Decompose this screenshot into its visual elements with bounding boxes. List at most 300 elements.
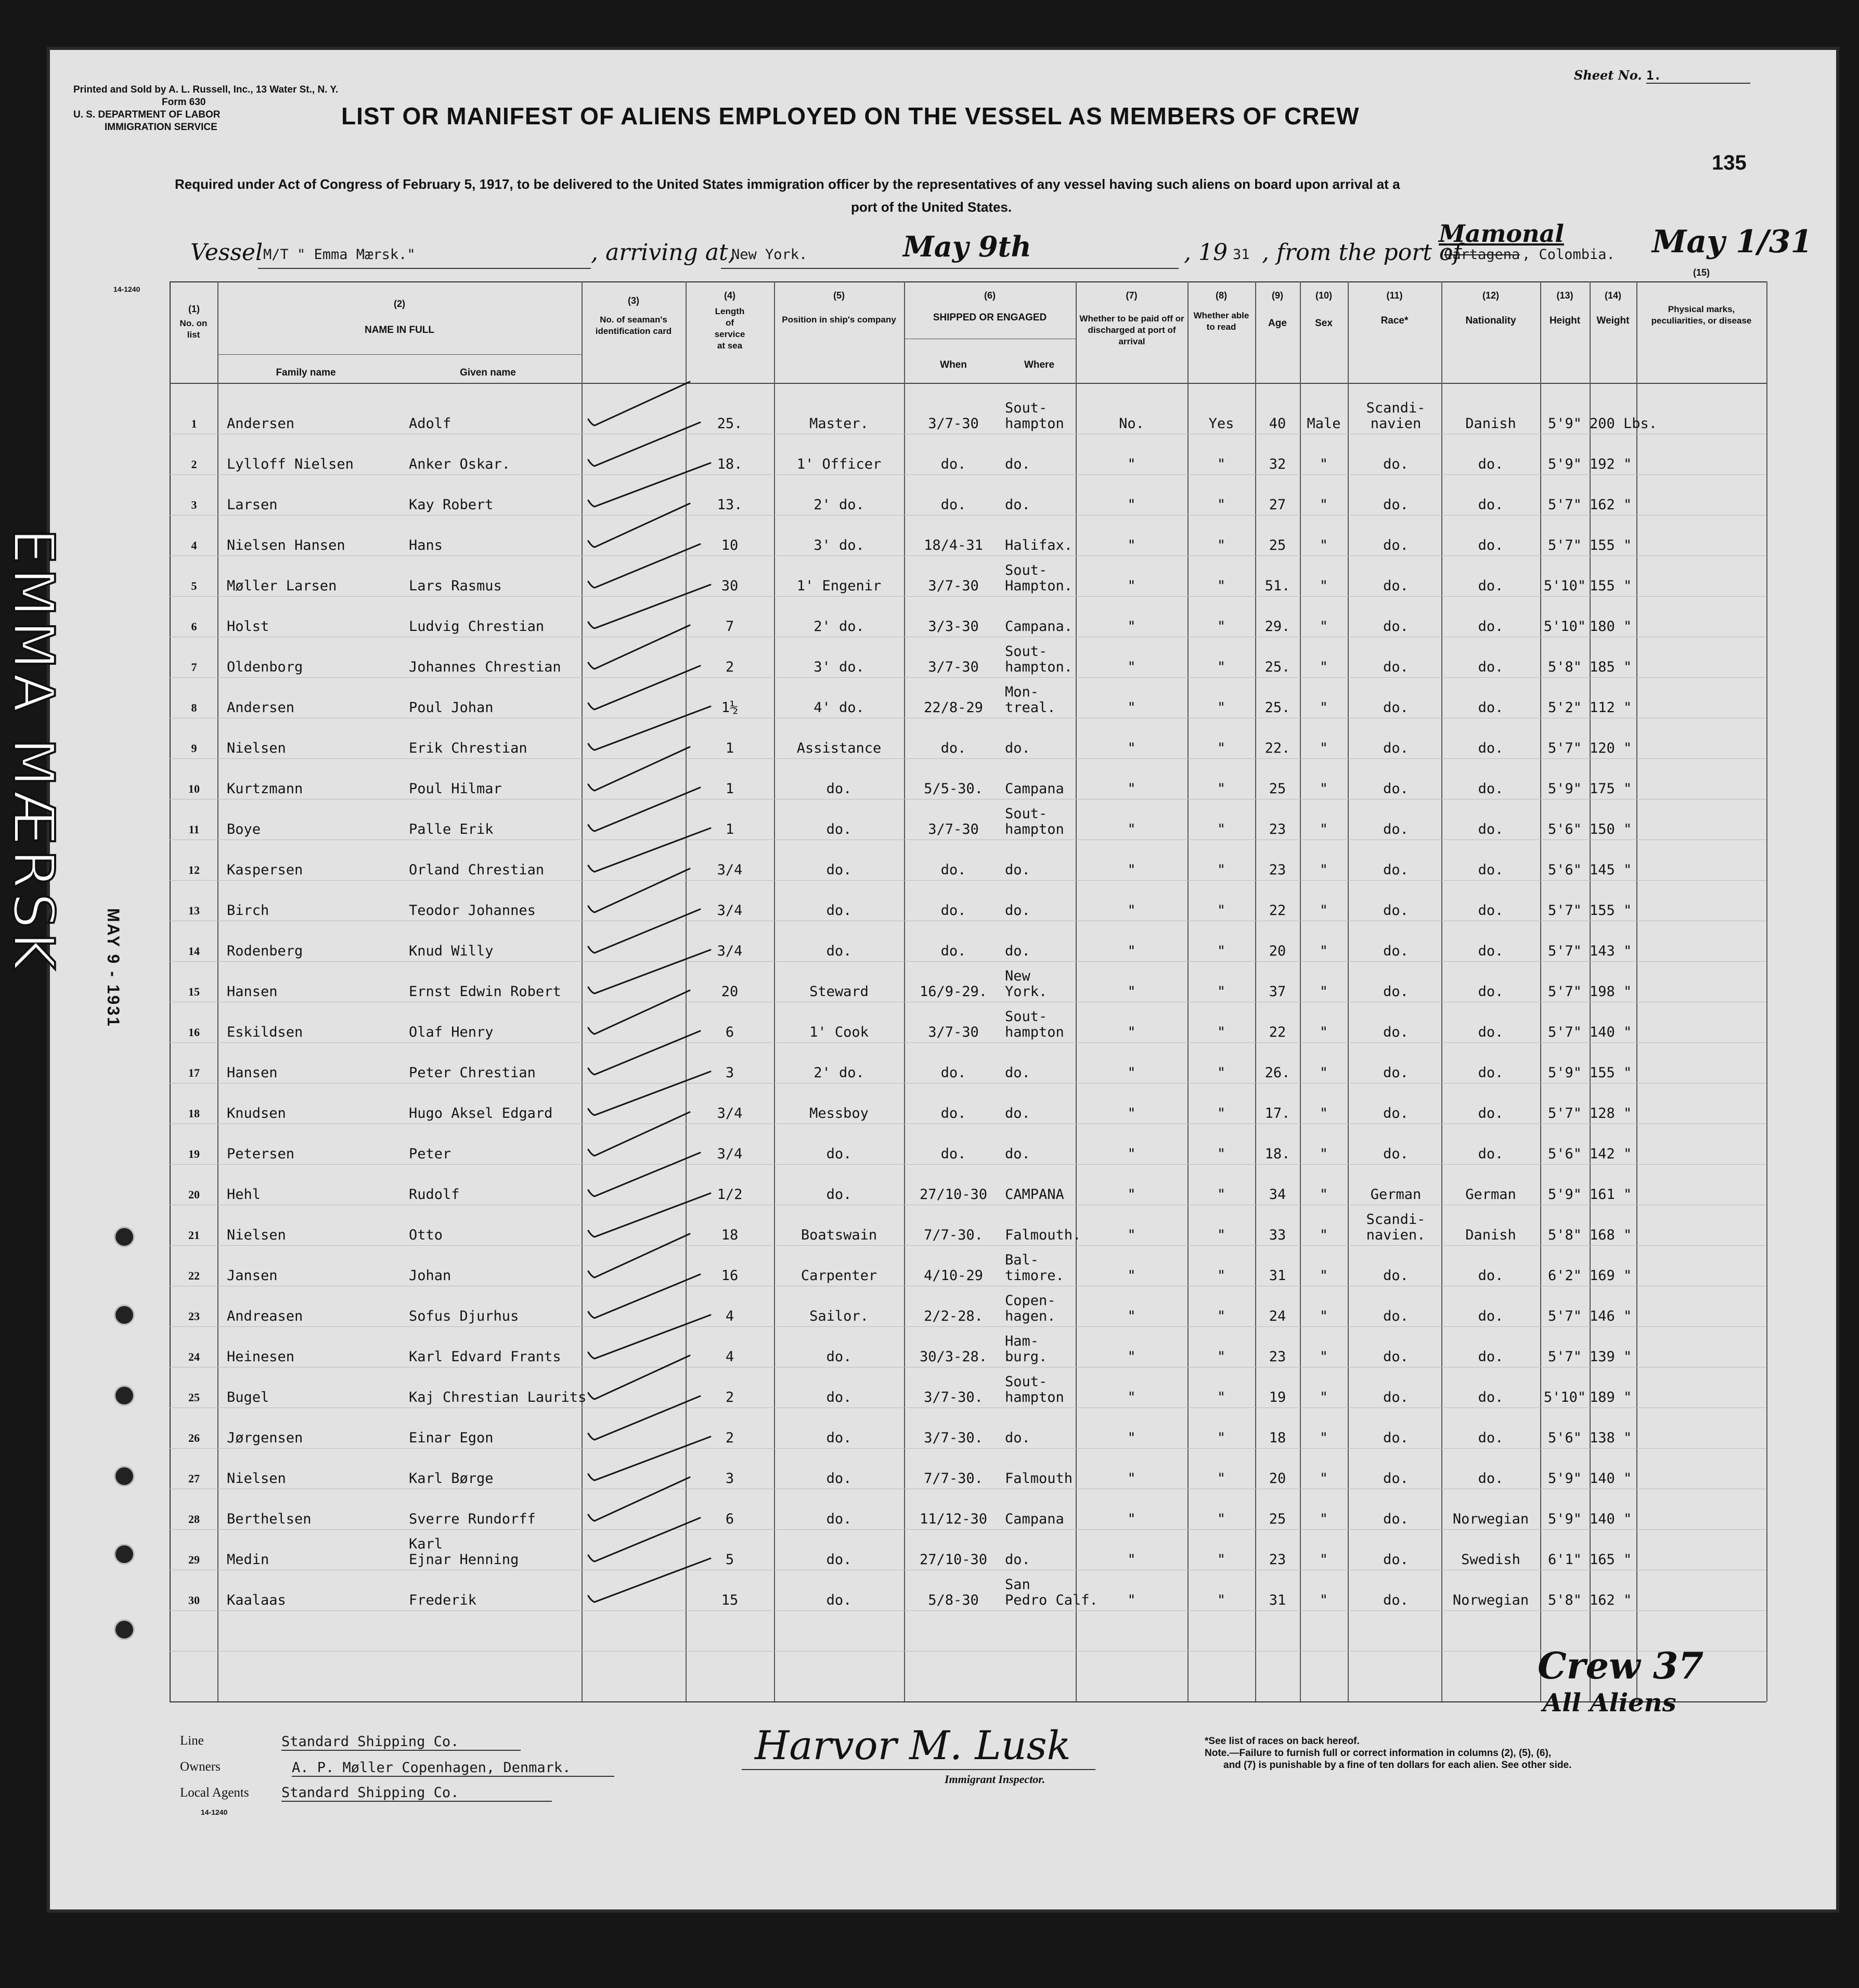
cell-position: do. xyxy=(826,1430,852,1446)
cell-race: do. xyxy=(1383,456,1409,472)
cell-where: do. xyxy=(1005,1105,1030,1121)
cell-paid: " xyxy=(1127,821,1136,837)
header-length-service: Length of service at sea xyxy=(714,306,745,351)
cell-service: 3 xyxy=(725,1065,734,1081)
cell-age: 51. xyxy=(1264,578,1290,594)
cell-given: Lars Rasmus xyxy=(409,578,502,594)
cell-age: 32 xyxy=(1269,456,1286,472)
cell-age: 22 xyxy=(1269,902,1286,919)
cell-sex: " xyxy=(1319,740,1328,756)
row-number: 5 xyxy=(191,579,197,592)
cell-nat: do. xyxy=(1478,578,1504,594)
cell-position: do. xyxy=(826,1146,852,1162)
cell-read: " xyxy=(1217,659,1226,675)
cell-age: 27 xyxy=(1269,497,1286,513)
cell-paid: " xyxy=(1127,740,1136,756)
row-number: 28 xyxy=(188,1513,200,1526)
cell-race: German xyxy=(1370,1186,1422,1203)
cell-position: Master. xyxy=(809,416,869,432)
cell-paid: " xyxy=(1127,537,1136,553)
cell-read: " xyxy=(1217,862,1226,878)
cell-race: do. xyxy=(1383,1024,1409,1040)
cell-weight: 198 " xyxy=(1590,984,1632,1000)
check-mark xyxy=(588,666,700,709)
cell-read: " xyxy=(1217,1592,1226,1608)
cell-when: 27/10-30 xyxy=(919,1552,988,1568)
cell-age: 31 xyxy=(1269,1268,1286,1284)
cell-paid: " xyxy=(1127,659,1136,675)
cell-age: 25. xyxy=(1264,659,1290,675)
cell-when: do. xyxy=(940,1105,966,1121)
cell-service: 3/4 xyxy=(717,1146,743,1162)
cell-family: Larsen xyxy=(227,497,278,513)
cell-paid: " xyxy=(1127,1349,1136,1365)
check-mark xyxy=(588,1356,690,1399)
cell-family: Petersen xyxy=(227,1146,295,1162)
cell-position: 1' Engenir xyxy=(796,578,882,594)
cell-height: 5'7" xyxy=(1547,984,1582,1000)
cell-service: 4 xyxy=(725,1349,734,1365)
cell-weight: 155 " xyxy=(1590,1065,1632,1081)
cell-read: " xyxy=(1217,700,1226,716)
cell-where: Mon- treal. xyxy=(1005,684,1056,716)
cell-age: 22 xyxy=(1269,1024,1286,1040)
cell-read: " xyxy=(1217,1268,1226,1284)
cell-race: do. xyxy=(1383,943,1409,959)
cell-given: Johannes Chrestian xyxy=(409,659,561,675)
check-mark xyxy=(588,869,690,912)
cell-weight: 142 " xyxy=(1590,1146,1632,1162)
cell-given: Sverre Rundorff xyxy=(409,1511,536,1527)
cell-when: do. xyxy=(940,1146,966,1162)
cell-read: " xyxy=(1217,1430,1226,1446)
col-num-11: (11) xyxy=(1386,290,1403,301)
cell-service: 18. xyxy=(717,456,743,472)
form-code-top: 14-1240 xyxy=(113,285,140,293)
header-age: Age xyxy=(1268,318,1287,329)
cell-paid: " xyxy=(1127,902,1136,919)
cell-nat: do. xyxy=(1478,659,1504,675)
cell-service: 2 xyxy=(725,659,734,675)
cell-paid: " xyxy=(1127,1186,1136,1203)
cell-paid: " xyxy=(1127,1430,1136,1446)
form-code-bottom: 14-1240 xyxy=(201,1808,228,1816)
cell-where: do. xyxy=(1005,943,1030,959)
row-number: 3 xyxy=(191,498,197,511)
cell-sex: " xyxy=(1319,1511,1328,1527)
cell-race: do. xyxy=(1383,1105,1409,1121)
cell-service: 13. xyxy=(717,497,743,513)
header-race: Race* xyxy=(1380,315,1409,326)
cell-sex: " xyxy=(1319,659,1328,675)
inspector-label: Immigrant Inspector. xyxy=(945,1773,1045,1786)
note-failure: Note.—Failure to furnish full or correct information in columns (2), (5), (6), xyxy=(1205,1748,1552,1759)
cell-when: 3/3-30 xyxy=(928,618,979,635)
cell-weight: 145 " xyxy=(1590,862,1632,878)
cell-family: Jørgensen xyxy=(227,1430,303,1446)
cell-position: do. xyxy=(826,1186,852,1203)
cell-when: 7/7-30. xyxy=(924,1227,983,1243)
row-number: 15 xyxy=(188,985,200,998)
cell-given: Palle Erik xyxy=(409,821,494,837)
page-stamp: 135 xyxy=(1712,151,1747,174)
cell-nat: do. xyxy=(1478,1024,1504,1040)
cell-race: do. xyxy=(1383,1552,1409,1568)
cell-position: Messboy xyxy=(809,1105,869,1121)
cell-weight: 155 " xyxy=(1590,902,1632,919)
line-label: Line xyxy=(180,1734,204,1748)
cell-given: Orland Chrestian xyxy=(409,862,545,878)
cell-read: " xyxy=(1217,1065,1226,1081)
cell-sex: " xyxy=(1319,1552,1328,1568)
header-able-read: Whether able to read xyxy=(1193,311,1249,332)
cell-family: Nielsen Hansen xyxy=(227,537,345,553)
cell-nat: do. xyxy=(1478,1065,1504,1081)
cell-weight: 155 " xyxy=(1590,537,1632,553)
cell-service: 3/4 xyxy=(717,862,743,878)
arriving-port: New York. xyxy=(731,247,808,263)
check-mark xyxy=(588,1477,690,1521)
row-number: 30 xyxy=(188,1594,200,1607)
cell-height: 5'8" xyxy=(1547,659,1582,675)
check-mark xyxy=(588,1396,700,1440)
cell-height: 5'6" xyxy=(1547,862,1582,878)
cell-weight: 150 " xyxy=(1590,821,1632,837)
cell-read: " xyxy=(1217,1470,1226,1487)
cell-age: 29. xyxy=(1264,618,1290,635)
cell-read: " xyxy=(1217,1105,1226,1121)
cell-where: do. xyxy=(1005,1146,1030,1162)
cell-read: " xyxy=(1217,537,1226,553)
cell-height: 5'2" xyxy=(1547,700,1582,716)
cell-position: do. xyxy=(826,943,852,959)
cell-family: Heinesen xyxy=(227,1349,295,1365)
cell-position: Sailor. xyxy=(809,1308,869,1324)
cell-where: San Pedro Calf. xyxy=(1005,1577,1098,1608)
cell-position: 4' do. xyxy=(814,700,864,716)
header-paid-off: Whether to be paid off or discharged at port of arrival xyxy=(1079,314,1184,346)
cell-sex: " xyxy=(1319,456,1328,472)
cell-family: Nielsen xyxy=(227,1470,286,1487)
cell-weight: 143 " xyxy=(1590,943,1632,959)
note-races: *See list of races on back hereof. xyxy=(1205,1736,1360,1747)
cell-weight: 180 " xyxy=(1590,618,1632,635)
check-mark xyxy=(588,747,690,791)
cell-paid: " xyxy=(1127,618,1136,635)
cell-weight: 162 " xyxy=(1590,497,1632,513)
header-nationality: Nationality xyxy=(1465,315,1516,326)
cell-nat: do. xyxy=(1478,537,1504,553)
cell-read: " xyxy=(1217,1349,1226,1365)
cell-when: 4/10-29 xyxy=(924,1268,983,1284)
row-number: 27 xyxy=(188,1472,200,1485)
cell-service: 1 xyxy=(725,821,734,837)
cell-read: " xyxy=(1217,1511,1226,1527)
header-given-name: Given name xyxy=(460,367,516,378)
cell-service: 3 xyxy=(725,1470,734,1487)
cell-when: do. xyxy=(940,862,966,878)
cell-where: Bal- timore. xyxy=(1005,1252,1064,1284)
cell-family: Jansen xyxy=(227,1268,278,1284)
check-mark xyxy=(588,382,690,425)
cell-nat: do. xyxy=(1478,902,1504,919)
cell-position: do. xyxy=(826,781,852,797)
cell-height: 5'7" xyxy=(1547,902,1582,919)
cell-height: 5'7" xyxy=(1547,943,1582,959)
col-num-9: (9) xyxy=(1272,290,1283,301)
year-prefix: , 19 xyxy=(1184,239,1228,266)
cell-weight: 138 " xyxy=(1590,1430,1632,1446)
crew-count-note: Crew 37 xyxy=(1538,1644,1704,1687)
cell-paid: " xyxy=(1127,1065,1136,1081)
cell-age: 18. xyxy=(1264,1146,1290,1162)
cell-sex: " xyxy=(1319,1227,1328,1243)
cell-read: " xyxy=(1217,456,1226,472)
cell-race: do. xyxy=(1383,740,1409,756)
cell-position: 3' do. xyxy=(814,537,864,553)
cell-paid: " xyxy=(1127,456,1136,472)
cell-service: 6 xyxy=(725,1511,734,1527)
cell-when: 27/10-30 xyxy=(919,1186,988,1203)
cell-where: do. xyxy=(1005,1430,1030,1446)
cell-weight: 112 " xyxy=(1590,700,1632,716)
check-mark xyxy=(588,1031,700,1075)
cell-height: 5'6" xyxy=(1547,1146,1582,1162)
row-number: 16 xyxy=(188,1026,200,1039)
cell-family: Knudsen xyxy=(227,1105,286,1121)
cell-given: Frederik xyxy=(409,1592,477,1608)
cell-read: " xyxy=(1217,943,1226,959)
sheet-label: Sheet No. xyxy=(1574,68,1642,83)
cell-where: New York. xyxy=(1005,968,1048,1000)
cell-height: 5'7" xyxy=(1547,497,1582,513)
cell-where: Copen- hagen. xyxy=(1005,1293,1056,1324)
cell-read: " xyxy=(1217,1146,1226,1162)
cell-weight: 140 " xyxy=(1590,1024,1632,1040)
cell-nat: do. xyxy=(1478,943,1504,959)
col-num-1: (1) xyxy=(188,304,200,314)
cell-sex: " xyxy=(1319,1308,1328,1324)
cell-family: Kurtzmann xyxy=(227,781,303,797)
cell-age: 25 xyxy=(1269,1511,1286,1527)
check-mark xyxy=(588,422,700,466)
binder-hole xyxy=(115,1621,133,1638)
cell-service: 3/4 xyxy=(717,1105,743,1121)
cell-height: 5'7" xyxy=(1547,1349,1582,1365)
cell-sex: " xyxy=(1319,984,1328,1000)
cell-position: do. xyxy=(826,902,852,919)
cell-family: Nielsen xyxy=(227,740,286,756)
cell-where: do. xyxy=(1005,456,1030,472)
cell-height: 5'7" xyxy=(1547,740,1582,756)
row-number: 11 xyxy=(188,823,200,836)
cell-height: 5'9" xyxy=(1547,1065,1582,1081)
cell-height: 5'7" xyxy=(1547,1105,1582,1121)
cell-sex: " xyxy=(1319,902,1328,919)
cell-age: 20 xyxy=(1269,1470,1286,1487)
col-num-8: (8) xyxy=(1216,290,1227,301)
cell-family: Birch xyxy=(227,902,269,919)
cell-race: do. xyxy=(1383,1349,1409,1365)
cell-sex: " xyxy=(1319,943,1328,959)
cell-height: 5'9" xyxy=(1547,456,1582,472)
header-position: Position in ship's company xyxy=(782,315,896,325)
date-stamp: MAY 9 - 1931 xyxy=(104,908,123,1028)
cell-service: 1/2 xyxy=(717,1186,743,1203)
check-mark xyxy=(588,544,700,588)
cell-given: Karl Edvard Frants xyxy=(409,1349,561,1365)
service-name: IMMIGRATION SERVICE xyxy=(105,122,217,133)
vessel-name: M/T " Emma Mærsk." xyxy=(263,247,416,263)
row-number: 21 xyxy=(188,1229,200,1242)
cell-race: do. xyxy=(1383,1268,1409,1284)
cell-height: 5'10" xyxy=(1543,618,1586,635)
form-title: LIST OR MANIFEST OF ALIENS EMPLOYED ON THE VESSEL AS MEMBERS OF CREW xyxy=(341,102,1360,130)
cell-family: Hehl xyxy=(227,1186,261,1203)
cell-when: do. xyxy=(940,902,966,919)
cell-when: 11/12-30 xyxy=(919,1511,988,1527)
cell-given: Kay Robert xyxy=(409,497,494,513)
cell-when: 3/7-30 xyxy=(928,578,979,594)
cell-service: 25. xyxy=(717,416,743,432)
cell-nat: do. xyxy=(1478,862,1504,878)
cell-where: do. xyxy=(1005,1065,1030,1081)
cell-height: 5'6" xyxy=(1547,821,1582,837)
cell-paid: " xyxy=(1127,700,1136,716)
cell-position: do. xyxy=(826,862,852,878)
cell-sex: " xyxy=(1319,821,1328,837)
cell-given: Peter xyxy=(409,1146,451,1162)
cell-nat: do. xyxy=(1478,1105,1504,1121)
form-subtitle-2: port of the United States. xyxy=(851,199,1012,215)
check-mark xyxy=(588,788,700,831)
row-number: 13 xyxy=(188,904,200,917)
cell-height: 5'10" xyxy=(1543,1389,1586,1405)
cell-weight: 168 " xyxy=(1590,1227,1632,1243)
cell-nat: do. xyxy=(1478,1146,1504,1162)
cell-weight: 200 Lbs. xyxy=(1590,416,1658,432)
cell-race: do. xyxy=(1383,1430,1409,1446)
col-num-10: (10) xyxy=(1315,290,1332,301)
check-mark xyxy=(588,1518,700,1561)
cell-when: 3/7-30. xyxy=(924,1430,983,1446)
row-number: 9 xyxy=(191,742,197,755)
cell-paid: No. xyxy=(1119,416,1144,432)
form-subtitle-1: Required under Act of Congress of February 5, 1917, to be delivered to the United States immigration officer by the representatives of any vessel having such aliens on board upon arrival at a xyxy=(175,176,1400,192)
sheet-value: 1. xyxy=(1646,68,1750,84)
footer-notes xyxy=(1205,1735,1571,1771)
cell-given: Otto xyxy=(409,1227,443,1243)
cell-given: Adolf xyxy=(409,416,451,432)
cell-paid: " xyxy=(1127,1268,1136,1284)
cell-race: do. xyxy=(1383,862,1409,878)
cell-when: do. xyxy=(940,456,966,472)
owners-value: A. P. Møller Copenhagen, Denmark. xyxy=(292,1760,614,1777)
owners-label: Owners xyxy=(180,1760,221,1774)
cell-race: do. xyxy=(1383,700,1409,716)
arrival-date: May 9th xyxy=(903,230,1031,263)
cell-position: 1' Officer xyxy=(796,456,882,472)
header-sex: Sex xyxy=(1315,318,1333,329)
cell-race: do. xyxy=(1383,1470,1409,1487)
cell-height: 5'9" xyxy=(1547,781,1582,797)
cell-nat: do. xyxy=(1478,1430,1504,1446)
col-num-3: (3) xyxy=(628,295,639,306)
cell-nat: do. xyxy=(1478,1349,1504,1365)
cell-height: 5'9" xyxy=(1547,416,1582,432)
vessel-stamp: EMMA MÆRSK xyxy=(1,528,66,974)
binder-hole xyxy=(115,1228,133,1246)
printer-line: Printed and Sold by A. L. Russell, Inc., 13 Water St., N. Y. xyxy=(73,84,339,95)
cell-when: do. xyxy=(940,943,966,959)
col-num-12: (12) xyxy=(1482,290,1499,301)
cell-position: 2' do. xyxy=(814,618,864,635)
header-family-name: Family name xyxy=(276,367,336,378)
cell-race: do. xyxy=(1383,659,1409,675)
cell-age: 22. xyxy=(1264,740,1290,756)
cell-age: 26. xyxy=(1264,1065,1290,1081)
cell-race: do. xyxy=(1383,984,1409,1000)
header-name-in-full: NAME IN FULL xyxy=(364,325,435,335)
cell-nat: do. xyxy=(1478,1308,1504,1324)
cell-height: 5'7" xyxy=(1547,1308,1582,1324)
cell-given: Karl Ejnar Henning xyxy=(409,1536,519,1568)
cell-sex: " xyxy=(1319,700,1328,716)
cell-service: 1½ xyxy=(721,700,739,716)
cell-position: 2' do. xyxy=(814,1065,864,1081)
cell-paid: " xyxy=(1127,1024,1136,1040)
cell-sex: " xyxy=(1319,1146,1328,1162)
cell-given: Sofus Djurhus xyxy=(409,1308,519,1324)
row-number: 7 xyxy=(191,661,197,674)
cell-height: 5'6" xyxy=(1547,1430,1582,1446)
cell-paid: " xyxy=(1127,984,1136,1000)
checkmarks-layer xyxy=(50,50,1836,1909)
cell-paid: " xyxy=(1127,1470,1136,1487)
cell-race: do. xyxy=(1383,902,1409,919)
cell-read: " xyxy=(1217,902,1226,919)
cell-family: Andersen xyxy=(227,700,295,716)
header-shipped-engaged: SHIPPED OR ENGAGED xyxy=(933,312,1047,323)
cell-family: Nielsen xyxy=(227,1227,286,1243)
check-mark xyxy=(588,1153,700,1196)
col-num-5: (5) xyxy=(833,290,845,301)
cell-when: 5/8-30 xyxy=(928,1592,979,1608)
cell-race: do. xyxy=(1383,618,1409,635)
cell-service: 7 xyxy=(725,618,734,635)
cell-where: Sout- hampton. xyxy=(1005,643,1073,675)
cell-family: Kaspersen xyxy=(227,862,303,878)
cell-nat: Swedish xyxy=(1461,1552,1520,1568)
cell-position: do. xyxy=(826,821,852,837)
cell-sex: " xyxy=(1319,781,1328,797)
cell-service: 1 xyxy=(725,781,734,797)
cell-when: 3/7-30 xyxy=(928,659,979,675)
cell-weight: 169 " xyxy=(1590,1268,1632,1284)
cell-sex: " xyxy=(1319,1470,1328,1487)
cell-where: Sout- hampton xyxy=(1005,1009,1064,1040)
from-label: , from the port of xyxy=(1262,239,1462,266)
header-no-on-list: No. on list xyxy=(179,318,208,340)
cell-height: 5'10" xyxy=(1543,578,1586,594)
cell-nat: do. xyxy=(1478,497,1504,513)
cell-service: 16 xyxy=(721,1268,739,1284)
cell-weight: 140 " xyxy=(1590,1511,1632,1527)
row-number: 12 xyxy=(188,863,200,876)
cell-when: 5/5-30. xyxy=(924,781,983,797)
col-num-4: (4) xyxy=(724,290,735,301)
cell-position: Boatswain xyxy=(801,1227,877,1243)
